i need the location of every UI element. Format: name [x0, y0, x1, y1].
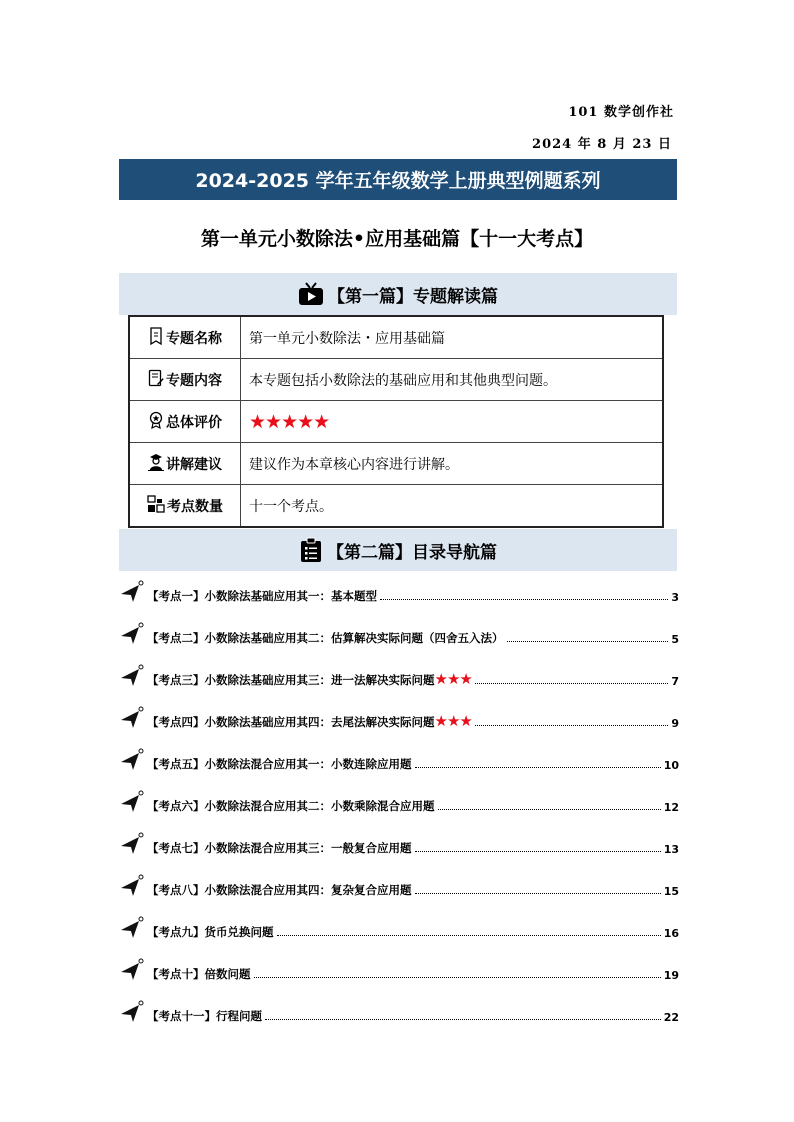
row-value: 建议作为本章核心内容进行讲解。 [241, 443, 664, 485]
row-label: 总体评价 [166, 414, 222, 431]
toc-page-number: 19 [663, 969, 679, 982]
section-title: 【第一篇】专题解读篇 [328, 286, 498, 307]
leader-dots [415, 851, 661, 852]
leader-dots [277, 935, 661, 936]
toc-page-number: 13 [663, 843, 679, 856]
toc-item-2[interactable] [119, 622, 679, 646]
toc-item-label: 【考点三】小数除法基础应用其三：进一法解决实际问题 [147, 673, 435, 687]
navigation-arrow-icon [119, 958, 145, 982]
leader-dots [507, 641, 669, 642]
toc-item-10[interactable] [119, 958, 679, 982]
toc-item-5[interactable] [119, 748, 679, 772]
navigation-arrow-icon [119, 622, 145, 646]
toc-page-number: 22 [663, 1011, 679, 1024]
navigation-arrow-icon [119, 1000, 145, 1024]
section-bar-overview [119, 273, 677, 315]
row-label: 专题内容 [166, 372, 222, 389]
leader-dots [254, 977, 661, 978]
toc-page-number: 3 [671, 591, 679, 604]
document-date: 2024 年 8 月 23 日 [532, 137, 672, 152]
section-title: 【第二篇】目录导航篇 [327, 542, 497, 563]
table-row [129, 401, 663, 443]
toc-page-number: 15 [663, 885, 679, 898]
navigation-arrow-icon [119, 790, 145, 814]
series-title: 2024-2025 学年五年级数学上册典型例题系列 [195, 170, 601, 192]
toc-item-9[interactable] [119, 916, 679, 940]
table-row [129, 316, 663, 359]
toc-item-11[interactable] [119, 1000, 679, 1024]
row-value: 本专题包括小数除法的基础应用和其他典型问题。 [241, 359, 664, 401]
row-value: 十一个考点。 [241, 485, 664, 528]
page-title: 第一单元小数除法•应用基础篇【十一大考点】 [200, 228, 594, 250]
bookmark-icon [148, 327, 166, 349]
leader-dots [475, 725, 669, 726]
table-row [129, 359, 663, 401]
toc-item-label: 【考点九】货币兑换问题 [147, 925, 274, 939]
toc-item-6[interactable] [119, 790, 679, 814]
leader-dots [415, 767, 661, 768]
leader-dots [415, 893, 661, 894]
navigation-arrow-icon [119, 916, 145, 940]
toc-page-number: 12 [663, 801, 679, 814]
toc-item-label: 【考点八】小数除法混合应用其四：复杂复合应用题 [147, 883, 412, 897]
series-banner [119, 159, 677, 200]
tv-play-icon [298, 282, 324, 306]
toc-item-label: 【考点七】小数除法混合应用其三：一般复合应用题 [147, 841, 412, 855]
table-row [129, 443, 663, 485]
document-edit-icon [148, 369, 166, 391]
teacher-icon [148, 453, 166, 475]
toc-page-number: 5 [671, 633, 679, 646]
leader-dots [265, 1019, 661, 1020]
toc-page-number: 10 [663, 759, 679, 772]
toc-item-stars: ★★★ [434, 670, 472, 688]
toc-item-label: 【考点六】小数除法混合应用其二：小数乘除混合应用题 [147, 799, 435, 813]
blocks-icon [147, 495, 167, 517]
toc-item-label: 【考点十】倍数问题 [147, 967, 251, 981]
toc-item-8[interactable] [119, 874, 679, 898]
section-bar-toc [119, 529, 677, 571]
navigation-arrow-icon [119, 832, 145, 856]
toc-item-7[interactable] [119, 832, 679, 856]
navigation-arrow-icon [119, 664, 145, 688]
toc-item-1[interactable] [119, 580, 679, 604]
leader-dots [438, 809, 661, 810]
row-label: 考点数量 [167, 498, 223, 515]
navigation-arrow-icon [119, 748, 145, 772]
table-row [129, 485, 663, 528]
toc-page-number: 9 [671, 717, 679, 730]
navigation-arrow-icon [119, 580, 145, 604]
toc-item-label: 【考点五】小数除法混合应用其一：小数连除应用题 [147, 757, 412, 771]
row-value: 第一单元小数除法・应用基础篇 [241, 316, 664, 359]
toc-item-label: 【考点二】小数除法基础应用其二：估算解决实际问题（四舍五入法） [147, 631, 504, 645]
toc-page-number: 7 [671, 675, 679, 688]
leader-dots [380, 599, 668, 600]
topic-info-table [128, 315, 664, 528]
toc-item-4[interactable] [119, 706, 679, 730]
toc-item-label: 【考点一】小数除法基础应用其一：基本题型 [147, 589, 377, 603]
rating-stars: ★★★★★ [249, 410, 330, 433]
navigation-arrow-icon [119, 874, 145, 898]
publisher-name: 101 数学创作社 [568, 105, 674, 120]
toc-item-label: 【考点四】小数除法基础应用其四：去尾法解决实际问题 [147, 715, 435, 729]
leader-dots [475, 683, 669, 684]
award-icon [148, 411, 166, 433]
toc-item-3[interactable] [119, 664, 679, 688]
navigation-arrow-icon [119, 706, 145, 730]
row-label: 专题名称 [166, 330, 222, 347]
clipboard-list-icon [299, 537, 323, 563]
toc-item-label: 【考点十一】行程问题 [147, 1009, 262, 1023]
toc-item-stars: ★★★ [434, 712, 472, 730]
toc-page-number: 16 [663, 927, 679, 940]
row-label: 讲解建议 [166, 456, 222, 473]
